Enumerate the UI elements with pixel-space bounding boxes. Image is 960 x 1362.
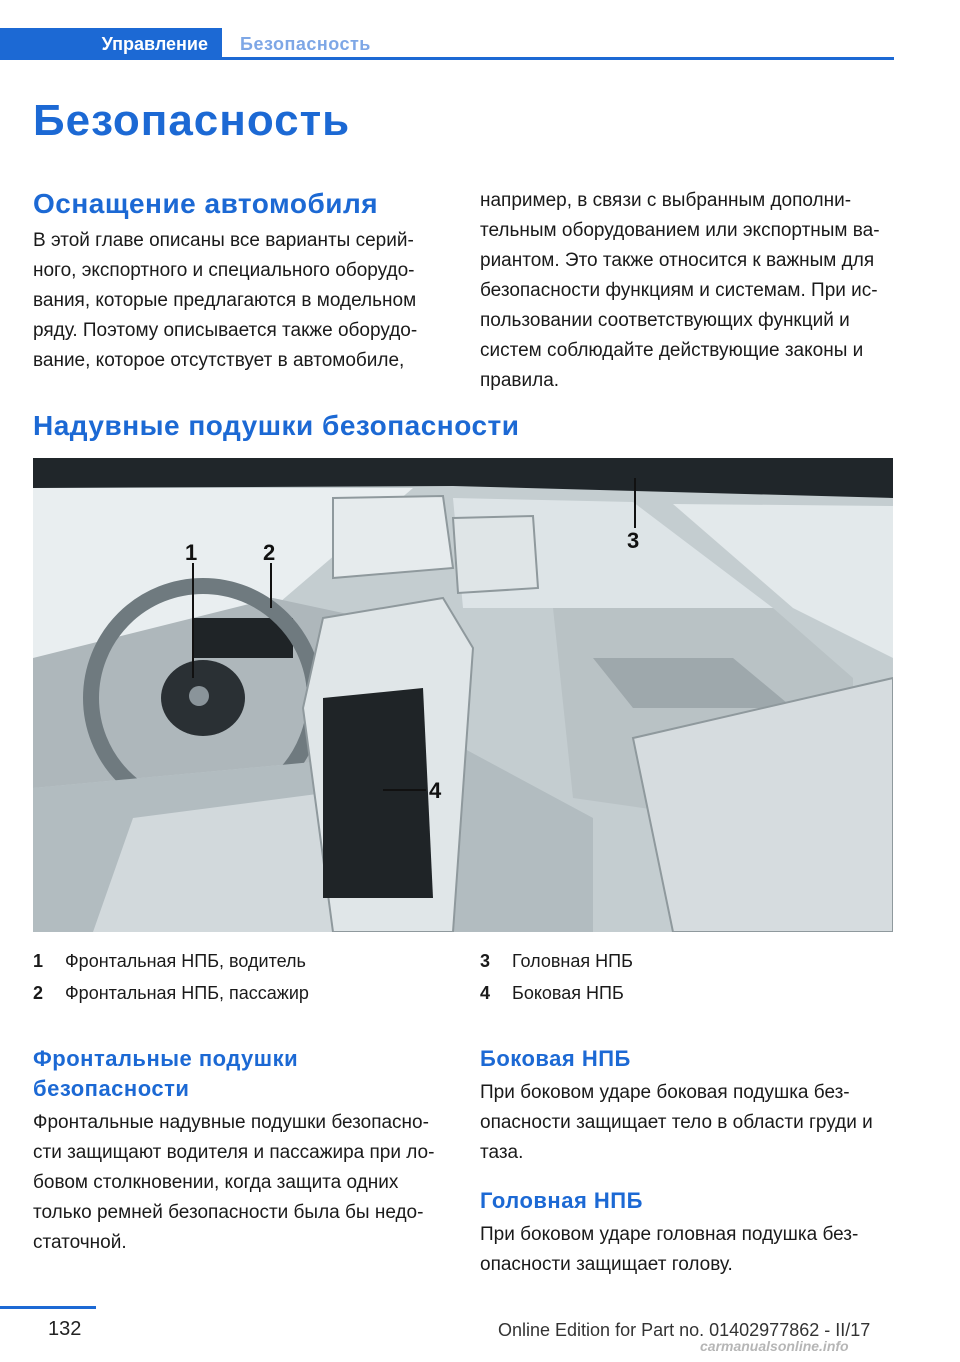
equipment-text-line: вания, которые предлагаются в модельном [33,290,417,311]
section-side-head [480,1044,894,1280]
equipment-text-line: тельным оборудованием или экспортным ва- [480,220,880,241]
legend-item [480,945,894,977]
side-text-line: При боковом ударе боковая подушка без- [480,1082,850,1103]
callout-3: 3 [627,528,640,553]
tab-safety-label: Безопасность [240,33,371,54]
equipment-text-line: ряду. Поэтому описывается также оборудо- [33,320,418,341]
head-text-line: опасности защищает голову. [480,1254,733,1275]
page-number: 132 [48,1318,82,1340]
edition-text: Online Edition for Part no. 01402977862 - II/17 [498,1320,871,1340]
tab-safety[interactable] [240,28,371,60]
section-frontal [33,1044,447,1258]
legend-text: Боковая НПБ [512,983,624,1003]
legend-num: 2 [33,983,44,1003]
legend-text: Фронтальная НПБ, пассажир [65,983,309,1003]
legend-text: Головная НПБ [512,951,633,971]
legend-item [33,945,447,977]
side-text-line: опасности защищает тело в области груди и [480,1112,873,1133]
equipment-text-line: систем соблюдайте действующие законы и [480,340,864,361]
frontal-text-line: бовом столкновении, когда защита одних [33,1172,399,1193]
car-interior-drawing [33,458,893,932]
section-equipment-title: Оснащение автомобиля [33,188,379,219]
frontal-text-line: только ремней безопасности была бы недо- [33,1202,424,1223]
footer-divider [0,1306,96,1309]
legend-item [480,977,894,1009]
legend-num: 3 [480,951,491,971]
header-tab-bar [0,28,894,60]
frontal-title-line: Фронтальные подушки [33,1046,299,1071]
equipment-text-line: пользовании соответствующих функций и [480,310,850,331]
equipment-text-line: вание, которое отсутствует в автомобиле, [33,350,405,371]
page-title: Безопасность [33,96,351,145]
side-airbag-panel [323,688,433,898]
equipment-text-line: В этой главе описаны все варианты серий- [33,230,414,251]
section-equipment-right [480,186,894,396]
frontal-text-line: сти защищают водителя и пассажира при ло- [33,1142,435,1163]
frontal-text-line: статочной. [33,1232,127,1253]
callout-2: 2 [263,540,276,565]
legend-num: 1 [33,951,44,971]
equipment-text-line: например, в связи с выбранным дополни- [480,190,852,211]
frontal-title-line: безопасности [33,1076,190,1101]
side-airbag-title: Боковая НПБ [480,1046,631,1071]
airbag-illustration [33,458,893,932]
headrest [333,496,453,578]
callout-1: 1 [185,540,198,565]
tab-control-label: Управление [101,33,208,54]
equipment-text-line: ного, экспортного и специального оборудо- [33,260,415,281]
watermark: carmanualsonline.info [700,1338,849,1354]
frontal-text-line: Фронтальные надувные подушки безопасно- [33,1112,429,1133]
equipment-text-line: безопасности функциям и системам. При ис- [480,280,878,301]
equipment-text-line: правила. [480,370,560,391]
header-divider [0,57,894,60]
legend-item [33,977,447,1009]
head-text-line: При боковом ударе головная подушка без- [480,1224,859,1245]
figure-legend-left [33,945,447,1009]
side-text-line: таза. [480,1142,524,1163]
legend-num: 4 [480,983,491,1003]
figure-legend-right [480,945,894,1009]
tab-control[interactable] [0,28,222,60]
section-airbags-title: Надувные подушки безопасности [33,410,520,441]
equipment-text-line: риантом. Это также относится к важным для [480,250,875,271]
frontal-title [33,1044,447,1104]
callout-4: 4 [429,778,442,803]
head-airbag-title: Головная НПБ [480,1188,643,1213]
legend-text: Фронтальная НПБ, водитель [65,951,306,971]
section-equipment-left [33,188,447,376]
